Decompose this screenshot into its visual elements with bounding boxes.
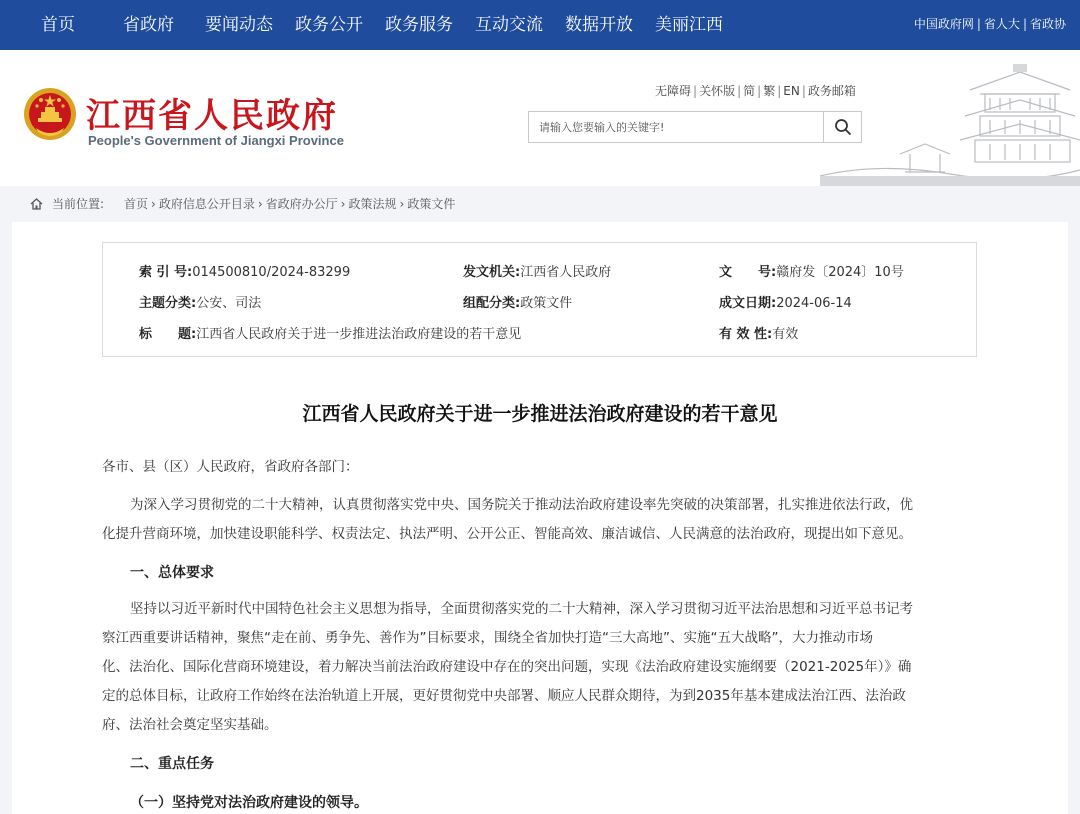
- article-salutation: 各市、县（区）人民政府，省政府各部门：: [102, 459, 359, 475]
- search-input[interactable]: [529, 112, 823, 142]
- breadcrumb: [0, 186, 1080, 222]
- nav-interaction[interactable]: 互动交流: [475, 15, 543, 35]
- link-gov-mailbox[interactable]: 政务邮箱: [807, 84, 856, 98]
- para2-line2: 察江西重要讲话精神，聚焦“走在前、勇争先、善作为”目标要求，围绕全省加快打造“三大高地”、实施“五大战略”，大力推动市场: [102, 630, 873, 646]
- meta-doc-number: 文 号:赣府发〔2024〕10号: [719, 265, 904, 280]
- meta-issuer: 发文机关:江西省人民政府: [463, 265, 612, 280]
- meta-category: 组配分类:政策文件: [463, 296, 573, 311]
- breadcrumb-policies[interactable]: 政策法规: [348, 197, 397, 211]
- para2-line3: 化、法治化、国际化营商环境建设，着力解决当前法治政府建设中存在的突出问题，实现《法治政府建设实施纲要（2021-2025年）》确: [102, 659, 912, 675]
- document-meta-table: [102, 242, 977, 357]
- link-china-gov[interactable]: 中国政府网: [913, 17, 974, 31]
- section-heading-1: 一、总体要求: [130, 565, 214, 581]
- section-heading-2: 二、重点任务: [130, 756, 214, 772]
- site-header: [0, 50, 1080, 186]
- meta-index: 索 引 号:014500810/2024-83299: [139, 265, 351, 280]
- home-icon: [30, 198, 43, 210]
- breadcrumb-info-catalog[interactable]: 政府信息公开目录: [158, 197, 255, 211]
- pagoda-illustration: [820, 50, 1080, 186]
- utility-links: 无障碍 | 关怀版 | 简 | 繁 | EN | 政务邮箱: [655, 84, 856, 98]
- breadcrumb-policy-docs[interactable]: 政策文件: [407, 197, 456, 211]
- external-links: 中国政府网 | 省人大 | 省政协: [913, 17, 1066, 31]
- national-emblem-icon: [22, 84, 78, 142]
- nav-home[interactable]: 首页: [41, 15, 75, 35]
- para2-line1: 坚持以习近平新时代中国特色社会主义思想为指导，全面贯彻落实党的二十大精神，深入学习贯彻习近平法治思想和习近平总书记考: [130, 601, 913, 617]
- para1-line1: 为深入学习贯彻党的二十大精神，认真贯彻落实党中央、国务院关于推动法治政府建设率先突破的决策部署，扎实推进依法行政，优: [130, 497, 913, 513]
- para2-line4: 定的总体目标，让政府工作始终在法治轨道上开展，更好贯彻党中央部署、顺应人民群众期待，为到2035年基本建成法治江西、法治政: [102, 688, 906, 704]
- subsection-heading-1: （一）坚持党对法治政府建设的领导。: [130, 795, 368, 811]
- breadcrumb-general-office[interactable]: 省政府办公厅: [265, 197, 338, 211]
- nav-open-data[interactable]: 数据开放: [565, 15, 633, 35]
- para2-line5: 府、法治社会奠定坚实基础。: [102, 717, 278, 733]
- nav-beautiful-jiangxi[interactable]: 美丽江西: [655, 15, 723, 35]
- meta-topic: 主题分类:公安、司法: [139, 296, 262, 311]
- article-container: [12, 222, 1068, 814]
- link-provincial-cppcc[interactable]: 省政协: [1029, 17, 1066, 31]
- link-accessibility[interactable]: 无障碍: [655, 84, 692, 98]
- search-box: [528, 111, 862, 143]
- para1-line2: 化提升营商环境，加快建设职能科学、权责法定、执法严明、公开公正、智能高效、廉洁诚信、人民满意的法治政府，现提出如下意见。: [102, 526, 912, 542]
- nav-news[interactable]: 要闻动态: [205, 15, 273, 35]
- breadcrumb-path: 首页 › 政府信息公开目录 › 省政府办公厅 › 政策法规 › 政策文件: [124, 197, 456, 211]
- meta-validity: 有 效 性:有效: [719, 327, 799, 342]
- site-title[interactable]: 江西省人民政府: [86, 96, 338, 136]
- article-title: 江西省人民政府关于进一步推进法治政府建设的若干意见: [302, 403, 778, 425]
- breadcrumb-label: 当前位置:: [52, 197, 105, 211]
- link-simplified[interactable]: 简: [743, 84, 756, 98]
- site-subtitle: People's Government of Jiangxi Province: [88, 133, 344, 148]
- top-nav-bar: [0, 0, 1080, 50]
- link-traditional[interactable]: 繁: [763, 84, 776, 98]
- nav-provincial-government[interactable]: 省政府: [123, 15, 174, 35]
- meta-date: 成文日期:2024-06-14: [719, 296, 852, 311]
- nav-government-services[interactable]: 政务服务: [385, 15, 453, 35]
- link-elderly-mode[interactable]: 关怀版: [699, 84, 736, 98]
- link-provincial-congress[interactable]: 省人大: [983, 17, 1020, 31]
- breadcrumb-home[interactable]: 首页: [124, 197, 149, 211]
- nav-government-affairs-public[interactable]: 政务公开: [295, 15, 363, 35]
- meta-title: 标 题:江西省人民政府关于进一步推进法治政府建设的若干意见: [139, 327, 522, 342]
- link-english[interactable]: EN: [783, 84, 800, 98]
